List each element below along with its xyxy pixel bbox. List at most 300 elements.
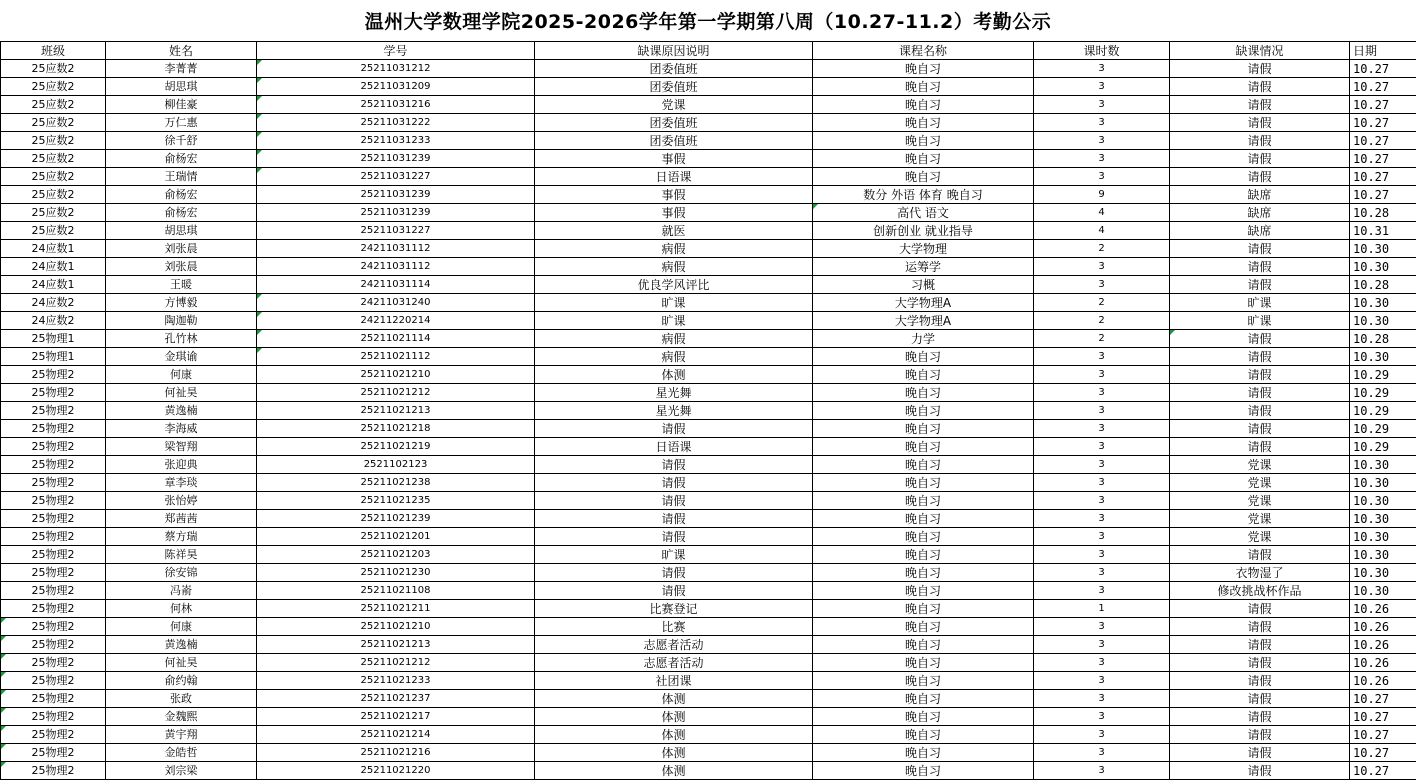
course-cell[interactable]: 数分 外语 体育 晚自习 xyxy=(813,186,1034,204)
date-cell[interactable]: 10.27 xyxy=(1350,60,1416,78)
reason-cell[interactable]: 团委值班 xyxy=(535,114,813,132)
course-cell[interactable]: 晚自习 xyxy=(813,708,1034,726)
reason-cell[interactable]: 就医 xyxy=(535,222,813,240)
date-cell[interactable]: 10.30 xyxy=(1350,474,1416,492)
reason-cell[interactable]: 比赛登记 xyxy=(535,600,813,618)
class-cell[interactable]: 25物理2 xyxy=(1,636,106,654)
class-cell[interactable]: 25物理2 xyxy=(1,672,106,690)
status-cell[interactable]: 请假 xyxy=(1170,114,1350,132)
class-cell[interactable]: 24应数1 xyxy=(1,240,106,258)
reason-cell[interactable]: 旷课 xyxy=(535,312,813,330)
reason-cell[interactable]: 旷课 xyxy=(535,546,813,564)
name-cell[interactable]: 柳佳豪 xyxy=(106,96,257,114)
student-id-cell[interactable]: 25211031227 xyxy=(257,168,535,186)
name-cell[interactable]: 何林 xyxy=(106,600,257,618)
status-cell[interactable]: 请假 xyxy=(1170,240,1350,258)
course-cell[interactable]: 晚自习 xyxy=(813,366,1034,384)
status-cell[interactable]: 请假 xyxy=(1170,672,1350,690)
hours-cell[interactable]: 3 xyxy=(1034,132,1170,150)
date-cell[interactable]: 10.26 xyxy=(1350,636,1416,654)
course-cell[interactable]: 晚自习 xyxy=(813,438,1034,456)
date-cell[interactable]: 10.30 xyxy=(1350,240,1416,258)
student-id-cell[interactable]: 25211031212 xyxy=(257,60,535,78)
reason-cell[interactable]: 请假 xyxy=(535,420,813,438)
class-cell[interactable]: 25物理2 xyxy=(1,528,106,546)
reason-cell[interactable]: 病假 xyxy=(535,348,813,366)
reason-cell[interactable]: 请假 xyxy=(535,474,813,492)
name-cell[interactable]: 孔竹林 xyxy=(106,330,257,348)
hours-cell[interactable]: 3 xyxy=(1034,546,1170,564)
header-class[interactable]: 班级 xyxy=(1,42,106,60)
student-id-cell[interactable]: 25211021212 xyxy=(257,654,535,672)
class-cell[interactable]: 25物理2 xyxy=(1,384,106,402)
class-cell[interactable]: 25应数2 xyxy=(1,186,106,204)
date-cell[interactable]: 10.30 xyxy=(1350,546,1416,564)
status-cell[interactable]: 修改挑战杯作品 xyxy=(1170,582,1350,600)
hours-cell[interactable]: 3 xyxy=(1034,672,1170,690)
course-cell[interactable]: 创新创业 就业指导 xyxy=(813,222,1034,240)
date-cell[interactable]: 10.27 xyxy=(1350,150,1416,168)
course-cell[interactable]: 晚自习 xyxy=(813,420,1034,438)
status-cell[interactable]: 请假 xyxy=(1170,708,1350,726)
reason-cell[interactable]: 事假 xyxy=(535,150,813,168)
date-cell[interactable]: 10.28 xyxy=(1350,204,1416,222)
course-cell[interactable]: 晚自习 xyxy=(813,564,1034,582)
name-cell[interactable]: 郑茜茜 xyxy=(106,510,257,528)
course-cell[interactable]: 晚自习 xyxy=(813,492,1034,510)
status-cell[interactable]: 请假 xyxy=(1170,744,1350,762)
hours-cell[interactable]: 2 xyxy=(1034,330,1170,348)
date-cell[interactable]: 10.27 xyxy=(1350,690,1416,708)
class-cell[interactable]: 25物理2 xyxy=(1,456,106,474)
class-cell[interactable]: 25物理2 xyxy=(1,546,106,564)
course-cell[interactable]: 晚自习 xyxy=(813,474,1034,492)
hours-cell[interactable]: 3 xyxy=(1034,276,1170,294)
name-cell[interactable]: 金皓哲 xyxy=(106,744,257,762)
course-cell[interactable]: 晚自习 xyxy=(813,672,1034,690)
course-cell[interactable]: 晚自习 xyxy=(813,60,1034,78)
name-cell[interactable]: 方博毅 xyxy=(106,294,257,312)
student-id-cell[interactable]: 25211021112 xyxy=(257,348,535,366)
status-cell[interactable]: 党课 xyxy=(1170,528,1350,546)
name-cell[interactable]: 陈祥昊 xyxy=(106,546,257,564)
reason-cell[interactable]: 事假 xyxy=(535,204,813,222)
course-cell[interactable]: 习概 xyxy=(813,276,1034,294)
status-cell[interactable]: 请假 xyxy=(1170,726,1350,744)
course-cell[interactable]: 运筹学 xyxy=(813,258,1034,276)
hours-cell[interactable]: 4 xyxy=(1034,222,1170,240)
student-id-cell[interactable]: 25211021211 xyxy=(257,600,535,618)
date-cell[interactable]: 10.26 xyxy=(1350,618,1416,636)
reason-cell[interactable]: 团委值班 xyxy=(535,132,813,150)
hours-cell[interactable]: 3 xyxy=(1034,762,1170,780)
class-cell[interactable]: 25物理2 xyxy=(1,402,106,420)
reason-cell[interactable]: 事假 xyxy=(535,186,813,204)
status-cell[interactable]: 党课 xyxy=(1170,510,1350,528)
reason-cell[interactable]: 星光舞 xyxy=(535,402,813,420)
header-student-id[interactable]: 学号 xyxy=(257,42,535,60)
class-cell[interactable]: 24应数1 xyxy=(1,258,106,276)
status-cell[interactable]: 请假 xyxy=(1170,132,1350,150)
hours-cell[interactable]: 3 xyxy=(1034,474,1170,492)
reason-cell[interactable]: 旷课 xyxy=(535,294,813,312)
class-cell[interactable]: 24应数2 xyxy=(1,294,106,312)
course-cell[interactable]: 晚自习 xyxy=(813,78,1034,96)
date-cell[interactable]: 10.27 xyxy=(1350,186,1416,204)
date-cell[interactable]: 10.30 xyxy=(1350,582,1416,600)
name-cell[interactable]: 何康 xyxy=(106,366,257,384)
course-cell[interactable]: 晚自习 xyxy=(813,726,1034,744)
status-cell[interactable]: 衣物湿了 xyxy=(1170,564,1350,582)
class-cell[interactable]: 25物理2 xyxy=(1,420,106,438)
hours-cell[interactable]: 4 xyxy=(1034,204,1170,222)
hours-cell[interactable]: 3 xyxy=(1034,492,1170,510)
class-cell[interactable]: 25物理2 xyxy=(1,654,106,672)
date-cell[interactable]: 10.29 xyxy=(1350,420,1416,438)
class-cell[interactable]: 25应数2 xyxy=(1,78,106,96)
name-cell[interactable]: 梁智翔 xyxy=(106,438,257,456)
hours-cell[interactable]: 3 xyxy=(1034,366,1170,384)
student-id-cell[interactable]: 25211031216 xyxy=(257,96,535,114)
status-cell[interactable]: 请假 xyxy=(1170,330,1350,348)
name-cell[interactable]: 冯嵛 xyxy=(106,582,257,600)
hours-cell[interactable]: 3 xyxy=(1034,654,1170,672)
student-id-cell[interactable]: 24211220214 xyxy=(257,312,535,330)
reason-cell[interactable]: 病假 xyxy=(535,258,813,276)
status-cell[interactable]: 缺席 xyxy=(1170,204,1350,222)
student-id-cell[interactable]: 24211031240 xyxy=(257,294,535,312)
reason-cell[interactable]: 日语课 xyxy=(535,168,813,186)
student-id-cell[interactable]: 25211021230 xyxy=(257,564,535,582)
class-cell[interactable]: 25物理2 xyxy=(1,366,106,384)
date-cell[interactable]: 10.30 xyxy=(1350,312,1416,330)
reason-cell[interactable]: 星光舞 xyxy=(535,384,813,402)
student-id-cell[interactable]: 25211021214 xyxy=(257,726,535,744)
student-id-cell[interactable]: 25211021210 xyxy=(257,618,535,636)
name-cell[interactable]: 刘张晨 xyxy=(106,258,257,276)
name-cell[interactable]: 黄宇翔 xyxy=(106,726,257,744)
date-cell[interactable]: 10.27 xyxy=(1350,762,1416,780)
course-cell[interactable]: 晚自习 xyxy=(813,348,1034,366)
course-cell[interactable]: 晚自习 xyxy=(813,114,1034,132)
hours-cell[interactable]: 3 xyxy=(1034,114,1170,132)
class-cell[interactable]: 25应数2 xyxy=(1,204,106,222)
reason-cell[interactable]: 体测 xyxy=(535,366,813,384)
name-cell[interactable]: 黄逸楠 xyxy=(106,402,257,420)
student-id-cell[interactable]: 25211021217 xyxy=(257,708,535,726)
hours-cell[interactable]: 2 xyxy=(1034,240,1170,258)
student-id-cell[interactable]: 25211031239 xyxy=(257,150,535,168)
course-cell[interactable]: 晚自习 xyxy=(813,384,1034,402)
reason-cell[interactable]: 团委值班 xyxy=(535,60,813,78)
name-cell[interactable]: 张政 xyxy=(106,690,257,708)
date-cell[interactable]: 10.30 xyxy=(1350,528,1416,546)
header-name[interactable]: 姓名 xyxy=(106,42,257,60)
status-cell[interactable]: 请假 xyxy=(1170,276,1350,294)
date-cell[interactable]: 10.30 xyxy=(1350,348,1416,366)
class-cell[interactable]: 25物理2 xyxy=(1,708,106,726)
name-cell[interactable]: 何祉昊 xyxy=(106,384,257,402)
reason-cell[interactable]: 比赛 xyxy=(535,618,813,636)
date-cell[interactable]: 10.27 xyxy=(1350,96,1416,114)
class-cell[interactable]: 25物理2 xyxy=(1,618,106,636)
course-cell[interactable]: 晚自习 xyxy=(813,654,1034,672)
course-cell[interactable]: 晚自习 xyxy=(813,96,1034,114)
date-cell[interactable]: 10.27 xyxy=(1350,78,1416,96)
hours-cell[interactable]: 3 xyxy=(1034,60,1170,78)
class-cell[interactable]: 25物理2 xyxy=(1,600,106,618)
date-cell[interactable]: 10.28 xyxy=(1350,276,1416,294)
hours-cell[interactable]: 3 xyxy=(1034,582,1170,600)
date-cell[interactable]: 10.31 xyxy=(1350,222,1416,240)
reason-cell[interactable]: 请假 xyxy=(535,492,813,510)
student-id-cell[interactable]: 25211021114 xyxy=(257,330,535,348)
date-cell[interactable]: 10.29 xyxy=(1350,366,1416,384)
class-cell[interactable]: 24应数2 xyxy=(1,312,106,330)
course-cell[interactable]: 大学物理A xyxy=(813,312,1034,330)
student-id-cell[interactable]: 25211021233 xyxy=(257,672,535,690)
status-cell[interactable]: 请假 xyxy=(1170,60,1350,78)
header-hours[interactable]: 课时数 xyxy=(1034,42,1170,60)
date-cell[interactable]: 10.30 xyxy=(1350,492,1416,510)
name-cell[interactable]: 章李琰 xyxy=(106,474,257,492)
status-cell[interactable]: 旷课 xyxy=(1170,312,1350,330)
name-cell[interactable]: 俞杨宏 xyxy=(106,186,257,204)
student-id-cell[interactable]: 25211021216 xyxy=(257,744,535,762)
course-cell[interactable]: 大学物理A xyxy=(813,294,1034,312)
reason-cell[interactable]: 请假 xyxy=(535,582,813,600)
course-cell[interactable]: 力学 xyxy=(813,330,1034,348)
course-cell[interactable]: 晚自习 xyxy=(813,132,1034,150)
name-cell[interactable]: 胡思琪 xyxy=(106,222,257,240)
course-cell[interactable]: 晚自习 xyxy=(813,582,1034,600)
hours-cell[interactable]: 3 xyxy=(1034,258,1170,276)
name-cell[interactable]: 俞约翰 xyxy=(106,672,257,690)
course-cell[interactable]: 晚自习 xyxy=(813,690,1034,708)
date-cell[interactable]: 10.27 xyxy=(1350,726,1416,744)
status-cell[interactable]: 党课 xyxy=(1170,456,1350,474)
date-cell[interactable]: 10.27 xyxy=(1350,744,1416,762)
student-id-cell[interactable]: 25211021201 xyxy=(257,528,535,546)
status-cell[interactable]: 请假 xyxy=(1170,618,1350,636)
hours-cell[interactable]: 3 xyxy=(1034,636,1170,654)
name-cell[interactable]: 王暖 xyxy=(106,276,257,294)
name-cell[interactable]: 徐千舒 xyxy=(106,132,257,150)
course-cell[interactable]: 晚自习 xyxy=(813,546,1034,564)
course-cell[interactable]: 晚自习 xyxy=(813,744,1034,762)
class-cell[interactable]: 25物理2 xyxy=(1,492,106,510)
student-id-cell[interactable]: 25211021237 xyxy=(257,690,535,708)
student-id-cell[interactable]: 25211031239 xyxy=(257,204,535,222)
hours-cell[interactable]: 3 xyxy=(1034,456,1170,474)
hours-cell[interactable]: 3 xyxy=(1034,510,1170,528)
status-cell[interactable]: 请假 xyxy=(1170,96,1350,114)
reason-cell[interactable]: 请假 xyxy=(535,528,813,546)
status-cell[interactable]: 请假 xyxy=(1170,384,1350,402)
status-cell[interactable]: 请假 xyxy=(1170,402,1350,420)
header-reason[interactable]: 缺课原因说明 xyxy=(535,42,813,60)
status-cell[interactable]: 请假 xyxy=(1170,600,1350,618)
class-cell[interactable]: 24应数1 xyxy=(1,276,106,294)
date-cell[interactable]: 10.29 xyxy=(1350,402,1416,420)
hours-cell[interactable]: 3 xyxy=(1034,726,1170,744)
hours-cell[interactable]: 3 xyxy=(1034,438,1170,456)
reason-cell[interactable]: 体测 xyxy=(535,744,813,762)
hours-cell[interactable]: 3 xyxy=(1034,564,1170,582)
status-cell[interactable]: 缺席 xyxy=(1170,186,1350,204)
name-cell[interactable]: 胡思琪 xyxy=(106,78,257,96)
course-cell[interactable]: 晚自习 xyxy=(813,510,1034,528)
name-cell[interactable]: 俞杨宏 xyxy=(106,204,257,222)
name-cell[interactable]: 陶迦勒 xyxy=(106,312,257,330)
reason-cell[interactable]: 体测 xyxy=(535,708,813,726)
hours-cell[interactable]: 3 xyxy=(1034,78,1170,96)
student-id-cell[interactable]: 25211031239 xyxy=(257,186,535,204)
student-id-cell[interactable]: 25211021218 xyxy=(257,420,535,438)
course-cell[interactable]: 晚自习 xyxy=(813,528,1034,546)
hours-cell[interactable]: 3 xyxy=(1034,150,1170,168)
name-cell[interactable]: 刘张晨 xyxy=(106,240,257,258)
class-cell[interactable]: 25应数2 xyxy=(1,150,106,168)
header-date[interactable]: 日期 xyxy=(1350,42,1416,60)
status-cell[interactable]: 请假 xyxy=(1170,546,1350,564)
student-id-cell[interactable]: 25211021220 xyxy=(257,762,535,780)
name-cell[interactable]: 张迎典 xyxy=(106,456,257,474)
status-cell[interactable]: 请假 xyxy=(1170,438,1350,456)
student-id-cell[interactable]: 25211021235 xyxy=(257,492,535,510)
student-id-cell[interactable]: 25211031222 xyxy=(257,114,535,132)
name-cell[interactable]: 徐安锦 xyxy=(106,564,257,582)
date-cell[interactable]: 10.30 xyxy=(1350,456,1416,474)
student-id-cell[interactable]: 25211031227 xyxy=(257,222,535,240)
reason-cell[interactable]: 优良学风评比 xyxy=(535,276,813,294)
student-id-cell[interactable]: 25211021219 xyxy=(257,438,535,456)
student-id-cell[interactable]: 25211021210 xyxy=(257,366,535,384)
hours-cell[interactable]: 3 xyxy=(1034,96,1170,114)
course-cell[interactable]: 晚自习 xyxy=(813,762,1034,780)
student-id-cell[interactable]: 25211021203 xyxy=(257,546,535,564)
date-cell[interactable]: 10.27 xyxy=(1350,132,1416,150)
status-cell[interactable]: 请假 xyxy=(1170,78,1350,96)
date-cell[interactable]: 10.26 xyxy=(1350,654,1416,672)
student-id-cell[interactable]: 25211031209 xyxy=(257,78,535,96)
date-cell[interactable]: 10.30 xyxy=(1350,564,1416,582)
status-cell[interactable]: 请假 xyxy=(1170,366,1350,384)
reason-cell[interactable]: 社团课 xyxy=(535,672,813,690)
hours-cell[interactable]: 3 xyxy=(1034,420,1170,438)
date-cell[interactable]: 10.30 xyxy=(1350,258,1416,276)
class-cell[interactable]: 25应数2 xyxy=(1,114,106,132)
class-cell[interactable]: 25应数2 xyxy=(1,60,106,78)
date-cell[interactable]: 10.27 xyxy=(1350,168,1416,186)
class-cell[interactable]: 25物理2 xyxy=(1,438,106,456)
student-id-cell[interactable]: 24211031112 xyxy=(257,258,535,276)
status-cell[interactable]: 请假 xyxy=(1170,762,1350,780)
date-cell[interactable]: 10.26 xyxy=(1350,672,1416,690)
hours-cell[interactable]: 3 xyxy=(1034,384,1170,402)
reason-cell[interactable]: 日语课 xyxy=(535,438,813,456)
name-cell[interactable]: 金琪谕 xyxy=(106,348,257,366)
course-cell[interactable]: 晚自习 xyxy=(813,600,1034,618)
class-cell[interactable]: 25应数2 xyxy=(1,96,106,114)
class-cell[interactable]: 25物理1 xyxy=(1,330,106,348)
reason-cell[interactable]: 请假 xyxy=(535,510,813,528)
class-cell[interactable]: 25物理2 xyxy=(1,564,106,582)
reason-cell[interactable]: 请假 xyxy=(535,456,813,474)
class-cell[interactable]: 25物理2 xyxy=(1,744,106,762)
reason-cell[interactable]: 体测 xyxy=(535,762,813,780)
date-cell[interactable]: 10.27 xyxy=(1350,708,1416,726)
course-cell[interactable]: 晚自习 xyxy=(813,456,1034,474)
header-status[interactable]: 缺课情况 xyxy=(1170,42,1350,60)
hours-cell[interactable]: 3 xyxy=(1034,348,1170,366)
date-cell[interactable]: 10.30 xyxy=(1350,294,1416,312)
student-id-cell[interactable]: 25211021213 xyxy=(257,636,535,654)
class-cell[interactable]: 25应数2 xyxy=(1,132,106,150)
name-cell[interactable]: 金魏熙 xyxy=(106,708,257,726)
name-cell[interactable]: 俞杨宏 xyxy=(106,150,257,168)
hours-cell[interactable]: 2 xyxy=(1034,312,1170,330)
date-cell[interactable]: 10.29 xyxy=(1350,438,1416,456)
date-cell[interactable]: 10.28 xyxy=(1350,330,1416,348)
reason-cell[interactable]: 病假 xyxy=(535,330,813,348)
hours-cell[interactable]: 3 xyxy=(1034,744,1170,762)
student-id-cell[interactable]: 25211021213 xyxy=(257,402,535,420)
header-course[interactable]: 课程名称 xyxy=(813,42,1034,60)
status-cell[interactable]: 请假 xyxy=(1170,636,1350,654)
course-cell[interactable]: 晚自习 xyxy=(813,618,1034,636)
reason-cell[interactable]: 体测 xyxy=(535,726,813,744)
hours-cell[interactable]: 9 xyxy=(1034,186,1170,204)
class-cell[interactable]: 25物理1 xyxy=(1,348,106,366)
status-cell[interactable]: 请假 xyxy=(1170,258,1350,276)
reason-cell[interactable]: 志愿者活动 xyxy=(535,636,813,654)
class-cell[interactable]: 25物理2 xyxy=(1,474,106,492)
name-cell[interactable]: 李菁菁 xyxy=(106,60,257,78)
name-cell[interactable]: 何康 xyxy=(106,618,257,636)
name-cell[interactable]: 刘宗梁 xyxy=(106,762,257,780)
course-cell[interactable]: 大学物理 xyxy=(813,240,1034,258)
date-cell[interactable]: 10.26 xyxy=(1350,600,1416,618)
course-cell[interactable]: 晚自习 xyxy=(813,150,1034,168)
student-id-cell[interactable]: 25211021239 xyxy=(257,510,535,528)
class-cell[interactable]: 25应数2 xyxy=(1,222,106,240)
date-cell[interactable]: 10.27 xyxy=(1350,114,1416,132)
student-id-cell[interactable]: 2521102123 xyxy=(257,456,535,474)
status-cell[interactable]: 请假 xyxy=(1170,690,1350,708)
course-cell[interactable]: 晚自习 xyxy=(813,168,1034,186)
course-cell[interactable]: 晚自习 xyxy=(813,402,1034,420)
hours-cell[interactable]: 3 xyxy=(1034,528,1170,546)
reason-cell[interactable]: 志愿者活动 xyxy=(535,654,813,672)
status-cell[interactable]: 请假 xyxy=(1170,168,1350,186)
student-id-cell[interactable]: 24211031114 xyxy=(257,276,535,294)
name-cell[interactable]: 李海威 xyxy=(106,420,257,438)
name-cell[interactable]: 张怡婷 xyxy=(106,492,257,510)
date-cell[interactable]: 10.29 xyxy=(1350,384,1416,402)
class-cell[interactable]: 25物理2 xyxy=(1,690,106,708)
class-cell[interactable]: 25物理2 xyxy=(1,762,106,780)
status-cell[interactable]: 请假 xyxy=(1170,348,1350,366)
student-id-cell[interactable]: 25211021238 xyxy=(257,474,535,492)
name-cell[interactable]: 万仁惠 xyxy=(106,114,257,132)
student-id-cell[interactable]: 25211031233 xyxy=(257,132,535,150)
hours-cell[interactable]: 3 xyxy=(1034,168,1170,186)
status-cell[interactable]: 请假 xyxy=(1170,654,1350,672)
reason-cell[interactable]: 体测 xyxy=(535,690,813,708)
reason-cell[interactable]: 党课 xyxy=(535,96,813,114)
hours-cell[interactable]: 3 xyxy=(1034,402,1170,420)
